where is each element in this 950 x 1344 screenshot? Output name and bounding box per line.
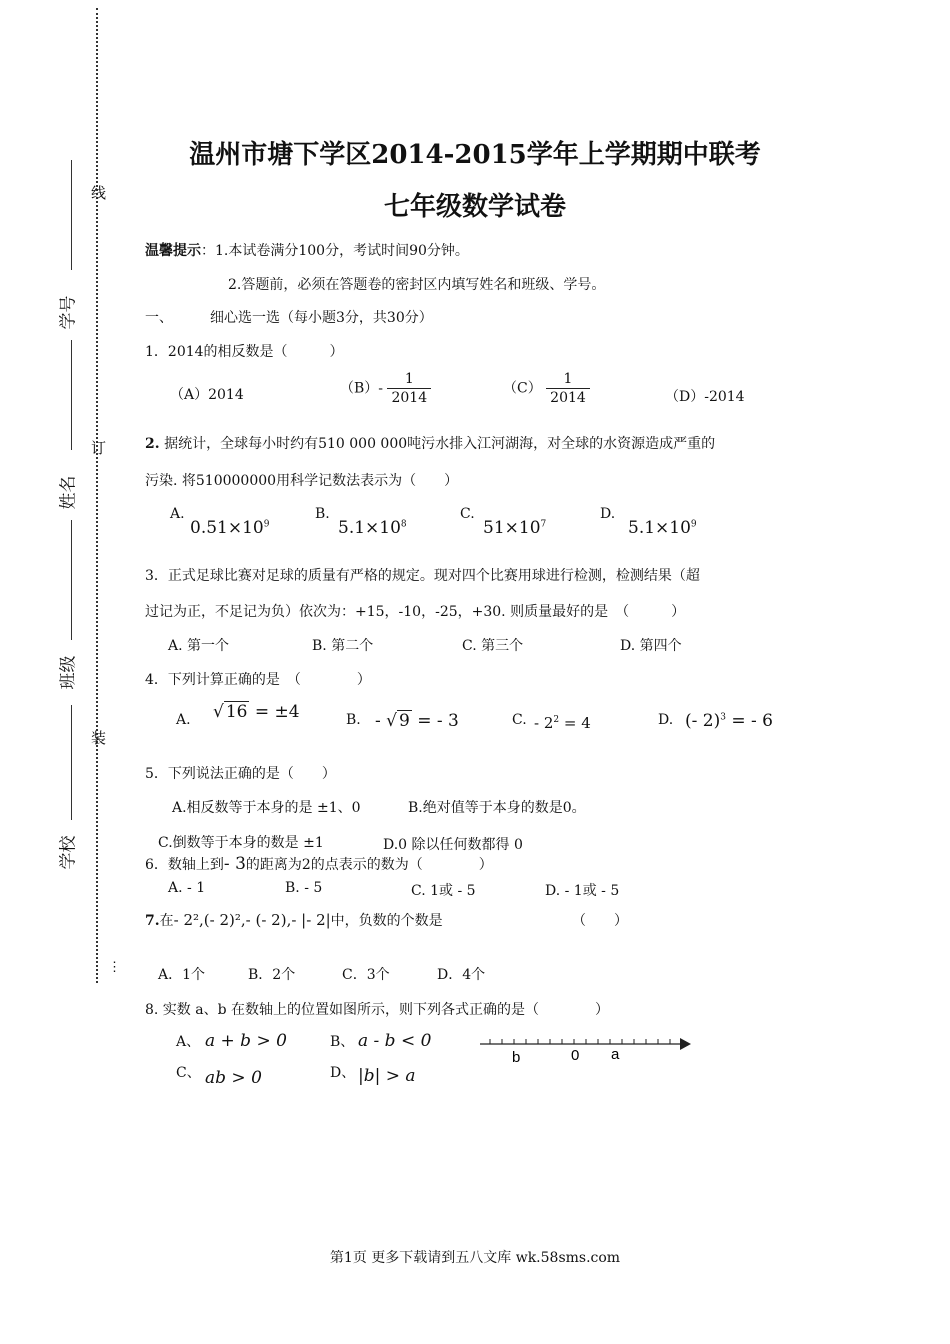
q1-option-b-fraction [387, 370, 431, 407]
q4-c-pre: - 2 [534, 714, 554, 732]
q7-option-c: C．3个 [342, 967, 390, 983]
q4-a-radicand: 16 [225, 702, 248, 722]
tips-item-1: ：1.本试卷满分100分，考试时间90分钟。 [201, 243, 469, 259]
q2-option-a-label: A. [170, 506, 185, 522]
q8-stem: 8. 实数 a、b 在数轴上的位置如图所示，则下列各式正确的是（ ） [145, 1002, 610, 1018]
q4-a-rest: = ±4 [249, 702, 300, 722]
q5-option-b: B.绝对值等于本身的数是0。 [408, 800, 586, 816]
q2-line-2: 污染. 将510000000用科学记数法表示为（ ） [145, 473, 459, 489]
q2-text-1: 据统计，全球每小时约有510 000 000吨污水排入江河湖海，对全球的水资源造成严重的 [164, 436, 716, 452]
field-label-banji: 班级 [58, 655, 79, 690]
tips-line-1 [145, 240, 469, 260]
q4-option-a-label: A. [176, 712, 191, 728]
q4-b-pre: - [375, 711, 387, 731]
field-label-xingming: 姓名 [58, 475, 79, 510]
q2-number: 2. [145, 436, 160, 452]
q6-stem-post: 的距离为2的点表示的数为（ ） [245, 857, 493, 873]
q4-d-pre: (- 2) [685, 711, 721, 731]
q1-b-denominator: 2014 [391, 390, 428, 406]
q1-c-numerator: 1 [546, 370, 590, 389]
q7-option-b: B．2个 [248, 967, 296, 983]
q3-option-a: A. 第一个 [168, 638, 230, 654]
q7-number: 7. [145, 913, 160, 929]
q8-option-c: ab > 0 [205, 1068, 262, 1088]
q1-option-c [503, 370, 590, 407]
tips-label: 温馨提示 [145, 243, 201, 259]
q2-option-a [190, 518, 269, 538]
q4-c-rest: = 4 [559, 714, 591, 732]
q6-stem-value: - 3 [223, 854, 246, 874]
exam-subtitle: 七年级数学试卷 [383, 192, 566, 222]
q5-option-a: A.相反数等于本身的是 ±1、0 [172, 800, 361, 816]
q4-option-d-label: D. [658, 712, 674, 728]
q8-option-a-label: A、 [176, 1034, 201, 1050]
q4-option-b-label: B. [346, 712, 361, 728]
q4-b-rest: = - 3 [411, 711, 459, 731]
q2-line-1 [145, 433, 715, 453]
q8-option-d: |b| > a [358, 1066, 416, 1086]
q4-stem: 4．下列计算正确的是 （ ） [145, 672, 371, 688]
q4-d-rest: = - 6 [725, 711, 773, 731]
number-line-ticks [490, 1039, 670, 1044]
seam-label-ding: 订 [89, 440, 107, 455]
q7-option-a: A．1个 [158, 967, 206, 983]
q6-option-c: C. 1或 - 5 [411, 883, 476, 899]
section-number: 一、 [145, 310, 173, 326]
q2-option-c-label: C. [460, 506, 475, 522]
q2-c-exp: 7 [540, 519, 547, 530]
seam-label-xian: 线 [89, 185, 107, 200]
q1-option-b [340, 370, 431, 407]
field-line-xuexiao [71, 705, 72, 820]
q1-option-c-fraction [546, 370, 590, 407]
q5-option-c: C.倒数等于本身的数是 ±1 [158, 835, 324, 851]
q3-option-d: D. 第四个 [620, 638, 682, 654]
q1-option-c-label: （C） [503, 380, 542, 397]
seam-dots: ⋮ [108, 960, 121, 975]
q2-b-exp: 8 [400, 519, 407, 530]
q1-c-denominator: 2014 [550, 390, 586, 406]
q4-option-d [685, 711, 773, 731]
q1-b-numerator: 1 [387, 370, 431, 389]
q1-option-a: （A）2014 [170, 387, 244, 403]
q2-option-c [483, 518, 546, 538]
q8-option-a: a + b > 0 [205, 1031, 287, 1051]
q4-option-a: √ 16 = ±4 [213, 702, 300, 722]
q8-option-b: a - b < 0 [358, 1031, 432, 1051]
field-line-xingming [71, 340, 72, 450]
exam-title: 温州市塘下学区2014-2015学年上学期期中联考 [189, 140, 761, 170]
number-line-label-a: a [611, 1046, 620, 1063]
q2-a-base: 0.51×10 [190, 518, 264, 538]
section-title: 细心选一选（每小题3分，共30分） [210, 310, 433, 326]
q7-stem [145, 910, 443, 930]
q6-option-d: D. - 1或 - 5 [545, 883, 620, 899]
q4-d-exp: 3 [720, 712, 726, 723]
q6-stem-pre: 6．数轴上到 [145, 857, 224, 873]
q3-option-b: B. 第二个 [312, 638, 374, 654]
q2-option-b-label: B. [315, 506, 330, 522]
q1-option-d: （D）-2014 [665, 389, 745, 405]
number-line-arrow [680, 1038, 691, 1050]
page-footer: 第1页 更多下载请到五八文库 wk.58sms.com [329, 1250, 621, 1266]
q6-stem [145, 854, 493, 874]
field-label-xuexiao: 学校 [58, 835, 79, 870]
q1-option-b-label: （B）- [340, 380, 384, 397]
q4-option-c-label: C. [512, 712, 527, 728]
q2-d-base: 5.1×10 [628, 518, 691, 538]
q3-option-c: C. 第三个 [462, 638, 524, 654]
q7-answer-paren: （ ） [572, 913, 628, 929]
q2-d-exp: 9 [690, 519, 697, 530]
q2-a-exp: 9 [263, 519, 270, 530]
q2-option-d [628, 518, 697, 538]
q4-option-c [534, 714, 591, 732]
q3-line-1: 3．正式足球比赛对足球的质量有严格的规定。现对四个比赛用球进行检测，检测结果（超 [145, 568, 700, 584]
field-label-xuehao: 学号 [58, 295, 79, 330]
q4-b-radicand: 9 [399, 711, 410, 731]
q8-option-b-label: B、 [330, 1034, 355, 1050]
number-line-label-0: 0 [571, 1047, 580, 1064]
q5-stem: 5．下列说法正确的是（ ） [145, 766, 336, 782]
field-line-banji [71, 520, 72, 640]
q4-option-b: - √ 9 = - 3 [375, 711, 459, 731]
q1-stem: 1．2014的相反数是（ ） [145, 344, 344, 360]
q2-option-d-label: D. [600, 506, 616, 522]
q8-option-d-label: D、 [330, 1065, 356, 1081]
q7-pre: 在 [159, 913, 174, 929]
number-line-label-b: b [512, 1049, 521, 1066]
q2-c-base: 51×10 [483, 518, 541, 538]
q4-c-exp: 2 [553, 715, 560, 725]
q2-option-b [338, 518, 407, 538]
q2-b-base: 5.1×10 [338, 518, 401, 538]
q8-option-c-label: C、 [176, 1065, 201, 1081]
q7-expression: - 2²,(- 2)²,- (- 2),- |- 2| [173, 911, 331, 929]
q3-line-2: 过记为正，不足记为负）依次为：+15，-10，-25，+30. 则质量最好的是 （ ） [145, 604, 686, 620]
tips-item-2: 2.答题前，必须在答题卷的密封区内填写姓名和班级、学号。 [228, 277, 606, 293]
q7-option-d: D．4个 [437, 967, 486, 983]
q6-option-b: B. - 5 [285, 880, 323, 896]
q7-post: 中，负数的个数是 [330, 913, 443, 929]
seam-label-zhuang: 装 [89, 730, 107, 745]
number-line [478, 1030, 698, 1070]
q6-option-a: A. - 1 [168, 880, 206, 896]
q5-option-d: D.0 除以任何数都得 0 [383, 837, 523, 853]
